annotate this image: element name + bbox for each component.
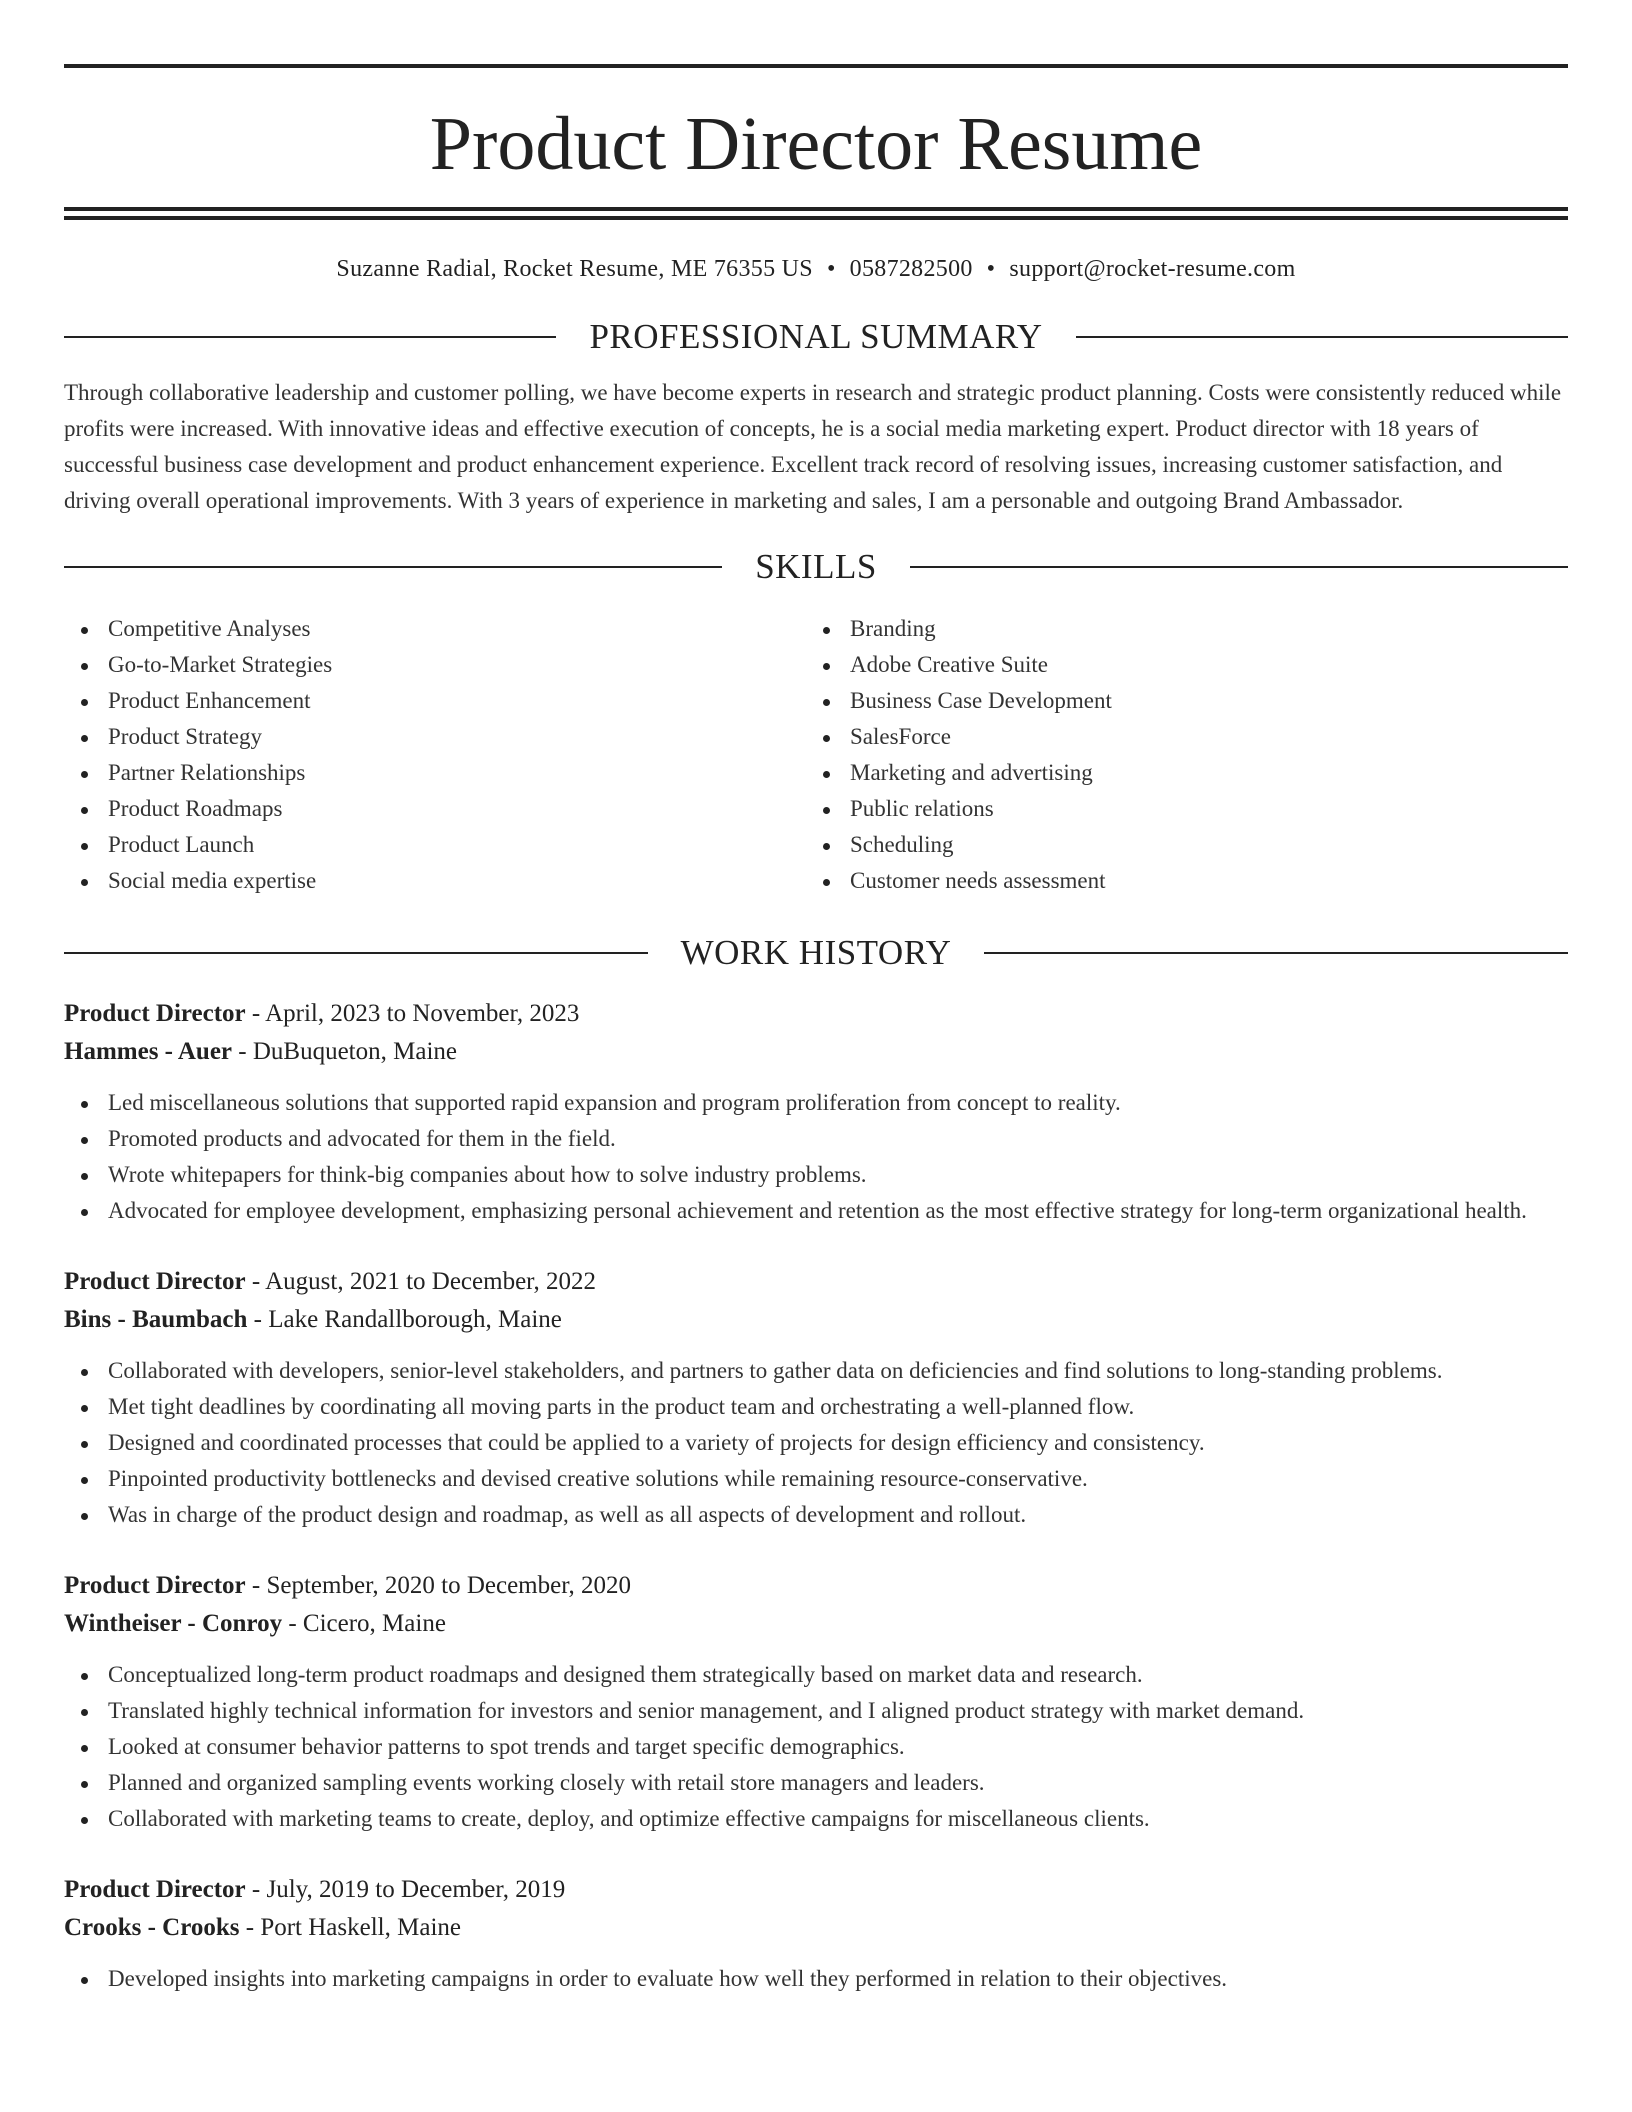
job-title: Product Director — [64, 1572, 246, 1599]
contact-email: support@rocket-resume.com — [1009, 256, 1296, 282]
job-bullet: Was in charge of the product design and roadmap, as well as all aspects of development and rollout. — [64, 1497, 1568, 1533]
job-bullet: Translated highly technical information for investors and senior management, and I aligned product strategy with market demand. — [64, 1693, 1568, 1729]
section-rule-left — [64, 952, 648, 954]
section-rule-right — [910, 566, 1568, 568]
contact-address: Suzanne Radial, Rocket Resume, ME 76355 US — [336, 256, 813, 282]
job-company: Wintheiser - Conroy — [64, 1610, 283, 1637]
job-dates: - July, 2019 to December, 2019 — [245, 1876, 566, 1903]
skill-item: Product Roadmaps — [64, 791, 806, 827]
job-bullet: Designed and coordinated processes that could be applied to a variety of projects for design efficiency and consistency. — [64, 1425, 1568, 1461]
section-title-summary: PROFESSIONAL SUMMARY — [589, 317, 1043, 356]
job-location: - Cicero, Maine — [282, 1610, 446, 1637]
job-bullet: Planned and organized sampling events working closely with retail store managers and leaders. — [64, 1765, 1568, 1801]
job-dates: - April, 2023 to November, 2023 — [245, 1000, 580, 1027]
contact-separator: • — [826, 256, 836, 282]
skill-item: Product Strategy — [64, 719, 806, 755]
job-bullets — [64, 1353, 1568, 1533]
job-bullet: Led miscellaneous solutions that supported rapid expansion and program proliferation from concept to reality. — [64, 1085, 1568, 1121]
job-title: Product Director — [64, 1268, 246, 1295]
job-title-line — [64, 995, 1568, 1033]
job-title-line — [64, 1263, 1568, 1301]
section-rule-left — [64, 336, 556, 338]
job-title-line — [64, 1871, 1568, 1909]
skill-item: Business Case Development — [806, 683, 1548, 719]
skill-item: Partner Relationships — [64, 755, 806, 791]
job-company-line — [64, 1909, 1568, 1947]
section-rule-right — [984, 952, 1568, 954]
job-company-line — [64, 1033, 1568, 1071]
job-entry — [64, 1871, 1568, 1997]
job-bullet: Pinpointed productivity bottlenecks and devised creative solutions while remaining resource-conservative. — [64, 1461, 1568, 1497]
job-bullet: Collaborated with marketing teams to create, deploy, and optimize effective campaigns for miscellaneous clients. — [64, 1801, 1568, 1837]
job-bullets — [64, 1657, 1568, 1837]
skills-columns — [64, 611, 1568, 899]
skill-item: Social media expertise — [64, 863, 806, 899]
section-header-summary — [64, 315, 1568, 359]
section-title-work: WORK HISTORY — [680, 933, 952, 972]
section-title-skills: SKILLS — [755, 547, 877, 586]
skill-item: Branding — [806, 611, 1548, 647]
job-bullet: Wrote whitepapers for think-big companies about how to solve industry problems. — [64, 1157, 1568, 1193]
title-double-rule — [64, 207, 1568, 220]
job-company-line — [64, 1605, 1568, 1643]
skill-item: Product Launch — [64, 827, 806, 863]
job-location: - Lake Randallborough, Maine — [247, 1306, 562, 1333]
contact-line — [64, 253, 1568, 285]
job-bullet: Met tight deadlines by coordinating all moving parts in the product team and orchestrating a well-planned flow. — [64, 1389, 1568, 1425]
job-entry — [64, 1567, 1568, 1837]
job-bullet: Collaborated with developers, senior-level stakeholders, and partners to gather data on deficiencies and find solutions to long-standing problems. — [64, 1353, 1568, 1389]
job-entry — [64, 995, 1568, 1229]
job-company: Bins - Baumbach — [64, 1306, 248, 1333]
job-bullet: Developed insights into marketing campaigns in order to evaluate how well they performed in relation to their objectives. — [64, 1961, 1568, 1997]
job-location: - Port Haskell, Maine — [239, 1914, 461, 1941]
skill-item: Product Enhancement — [64, 683, 806, 719]
section-rule-right — [1076, 336, 1568, 338]
section-rule-left — [64, 566, 722, 568]
job-title: Product Director — [64, 1876, 246, 1903]
job-location: - DuBuqueton, Maine — [232, 1038, 457, 1065]
job-title-line — [64, 1567, 1568, 1605]
job-title: Product Director — [64, 1000, 246, 1027]
contact-separator: • — [986, 256, 996, 282]
summary-text: Through collaborative leadership and customer polling, we have become experts in research and strategic product planning. Costs were consistently reduced while profits were increased. With innovative ideas and effective execution of concepts, he is a social media marketing expert. Product director with 18 years of successful business case development and product enhancement experience. Excellent track record of resolving issues, increasing customer satisfaction, and driving overall operational improvements. With 3 years of experience in marketing and sales, I am a personable and outgoing Brand Ambassador. — [64, 380, 1562, 513]
job-company: Crooks - Crooks — [64, 1914, 240, 1941]
skill-item: Marketing and advertising — [806, 755, 1548, 791]
job-dates: - August, 2021 to December, 2022 — [245, 1268, 596, 1295]
job-company: Hammes - Auer — [64, 1038, 233, 1065]
job-dates: - September, 2020 to December, 2020 — [245, 1572, 632, 1599]
skill-item: Go-to-Market Strategies — [64, 647, 806, 683]
job-bullet: Looked at consumer behavior patterns to spot trends and target specific demographics. — [64, 1729, 1568, 1765]
section-header-work — [64, 931, 1568, 975]
top-rule — [64, 64, 1568, 68]
job-bullet: Promoted products and advocated for them in the field. — [64, 1121, 1568, 1157]
skills-list-right — [806, 611, 1548, 899]
page-title: Product Director Resume — [429, 102, 1203, 186]
work-history-list — [64, 995, 1568, 1997]
job-bullet: Advocated for employee development, emphasizing personal achievement and retention as the most effective strategy for long-term organizational health. — [64, 1193, 1568, 1229]
skill-item: Scheduling — [806, 827, 1548, 863]
skills-list-left — [64, 611, 806, 899]
skill-item: Competitive Analyses — [64, 611, 806, 647]
section-header-skills — [64, 545, 1568, 589]
job-bullet: Conceptualized long-term product roadmaps and designed them strategically based on market data and research. — [64, 1657, 1568, 1693]
skill-item: Customer needs assessment — [806, 863, 1548, 899]
skill-item: SalesForce — [806, 719, 1548, 755]
job-entry — [64, 1263, 1568, 1533]
job-bullets — [64, 1961, 1568, 1997]
resume-page — [64, 64, 1568, 1997]
contact-phone: 0587282500 — [849, 256, 973, 282]
skill-item: Public relations — [806, 791, 1548, 827]
skill-item: Adobe Creative Suite — [806, 647, 1548, 683]
job-bullets — [64, 1085, 1568, 1229]
job-company-line — [64, 1301, 1568, 1339]
